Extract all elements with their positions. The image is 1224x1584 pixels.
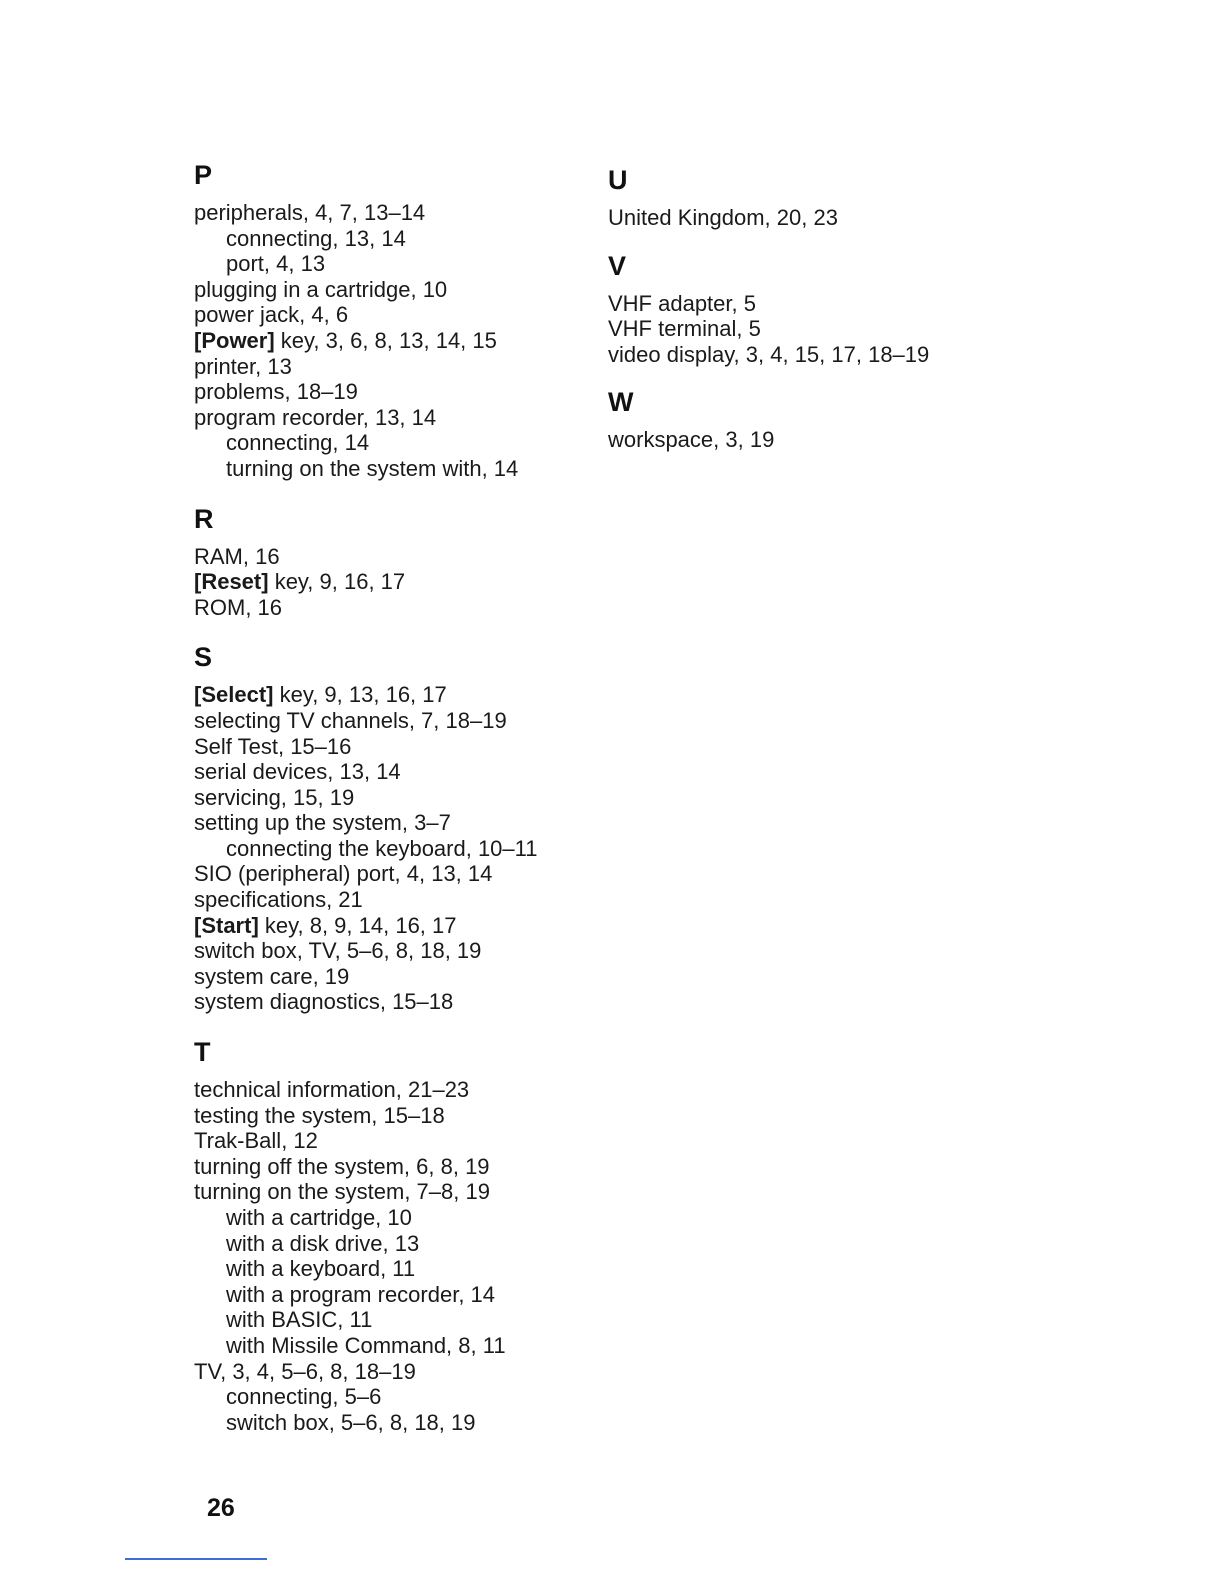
index-entry: Self Test, 15–16 — [194, 733, 352, 759]
index-subentry: switch box, 5–6, 8, 18, 19 — [226, 1409, 476, 1435]
index-subentry: port, 4, 13 — [226, 251, 326, 277]
index-entry: United Kingdom, 20, 23 — [608, 205, 838, 230]
index-entry: power jack, 4, 6 — [194, 302, 349, 328]
index-entry: printer, 13 — [194, 353, 292, 379]
entry-pages: key, 9, 16, 17 — [268, 569, 406, 595]
index-entry: testing the system, 15–18 — [194, 1102, 445, 1128]
index-subentry: connecting the keyboard, 10–11 — [226, 835, 538, 861]
index-subentry: with a cartridge, 10 — [226, 1205, 412, 1230]
index-entry: video display, 3, 4, 15, 17, 18–19 — [608, 341, 930, 367]
index-subentry: connecting, 13, 14 — [226, 225, 406, 251]
index-entry — [194, 569, 614, 595]
index-section-t — [194, 1037, 614, 1435]
index-entry: TV, 3, 4, 5–6, 8, 18–19 — [194, 1358, 416, 1384]
index-entry: technical information, 21–23 — [194, 1077, 470, 1103]
index-subentry: connecting, 14 — [226, 430, 370, 456]
section-letter: R — [194, 503, 214, 534]
index-section-r — [194, 504, 614, 621]
key-name: [Power] — [194, 327, 275, 353]
index-entry: Trak-Ball, 12 — [194, 1128, 318, 1154]
key-name: [Select] — [194, 682, 274, 708]
index-subentry: turning on the system with, 14 — [226, 455, 519, 481]
index-entry: VHF terminal, 5 — [608, 316, 761, 342]
index-subentry: with a keyboard, 11 — [226, 1256, 416, 1282]
key-name: [Reset] — [194, 569, 269, 595]
index-entry: SIO (peripheral) port, 4, 13, 14 — [194, 861, 493, 887]
index-entry — [194, 682, 614, 708]
index-section-s — [194, 642, 614, 1015]
index-subentry: with BASIC, 11 — [226, 1307, 373, 1333]
index-entry: ROM, 16 — [194, 594, 283, 620]
page-number: 26 — [207, 1494, 235, 1522]
section-letter: U — [608, 165, 628, 195]
index-section-w — [608, 387, 1028, 453]
key-name: [Start] — [194, 912, 259, 938]
index-entry: system care, 19 — [194, 963, 350, 989]
section-letter: S — [194, 642, 213, 673]
index-entry: setting up the system, 3–7 — [194, 810, 451, 836]
index-section-p — [194, 160, 614, 482]
section-letter: P — [194, 160, 213, 190]
index-subentry: with Missile Command, 8, 11 — [226, 1332, 506, 1358]
entry-pages: key, 8, 9, 14, 16, 17 — [258, 912, 457, 938]
index-entry: turning off the system, 6, 8, 19 — [194, 1153, 490, 1179]
index-entry: serial devices, 13, 14 — [194, 759, 401, 785]
index-entry: peripherals, 4, 7, 13–14 — [194, 200, 426, 225]
index-entry: workspace, 3, 19 — [608, 427, 775, 453]
index-section-u — [608, 165, 1028, 231]
index-subentry: with a disk drive, 13 — [226, 1230, 420, 1256]
index-entry: RAM, 16 — [194, 543, 280, 569]
bottom-rule-divider — [125, 1558, 267, 1560]
section-letter: W — [608, 387, 634, 418]
index-subentry: with a program recorder, 14 — [226, 1281, 496, 1307]
index-entry: switch box, TV, 5–6, 8, 18, 19 — [194, 938, 482, 964]
entry-pages: key, 3, 6, 8, 13, 14, 15 — [274, 327, 497, 353]
index-entry: plugging in a cartridge, 10 — [194, 276, 448, 302]
index-entry: servicing, 15, 19 — [194, 784, 355, 810]
index-entry: problems, 18–19 — [194, 379, 358, 405]
index-entry: VHF adapter, 5 — [608, 290, 756, 316]
section-letter: V — [608, 250, 627, 281]
section-letter: T — [194, 1037, 211, 1068]
index-left-column — [194, 160, 614, 1457]
index-entry: turning on the system, 7–8, 19 — [194, 1179, 490, 1205]
index-section-v — [608, 251, 1028, 368]
index-entry: system diagnostics, 15–18 — [194, 989, 454, 1015]
entry-pages: key, 9, 13, 16, 17 — [273, 682, 447, 708]
index-subentry: connecting, 5–6 — [226, 1384, 382, 1410]
index-entry — [194, 913, 614, 939]
index-right-column — [608, 165, 1028, 473]
index-entry: specifications, 21 — [194, 887, 363, 913]
index-entry: program recorder, 13, 14 — [194, 404, 437, 430]
index-entry: selecting TV channels, 7, 18–19 — [194, 707, 507, 733]
index-entry — [194, 328, 614, 354]
